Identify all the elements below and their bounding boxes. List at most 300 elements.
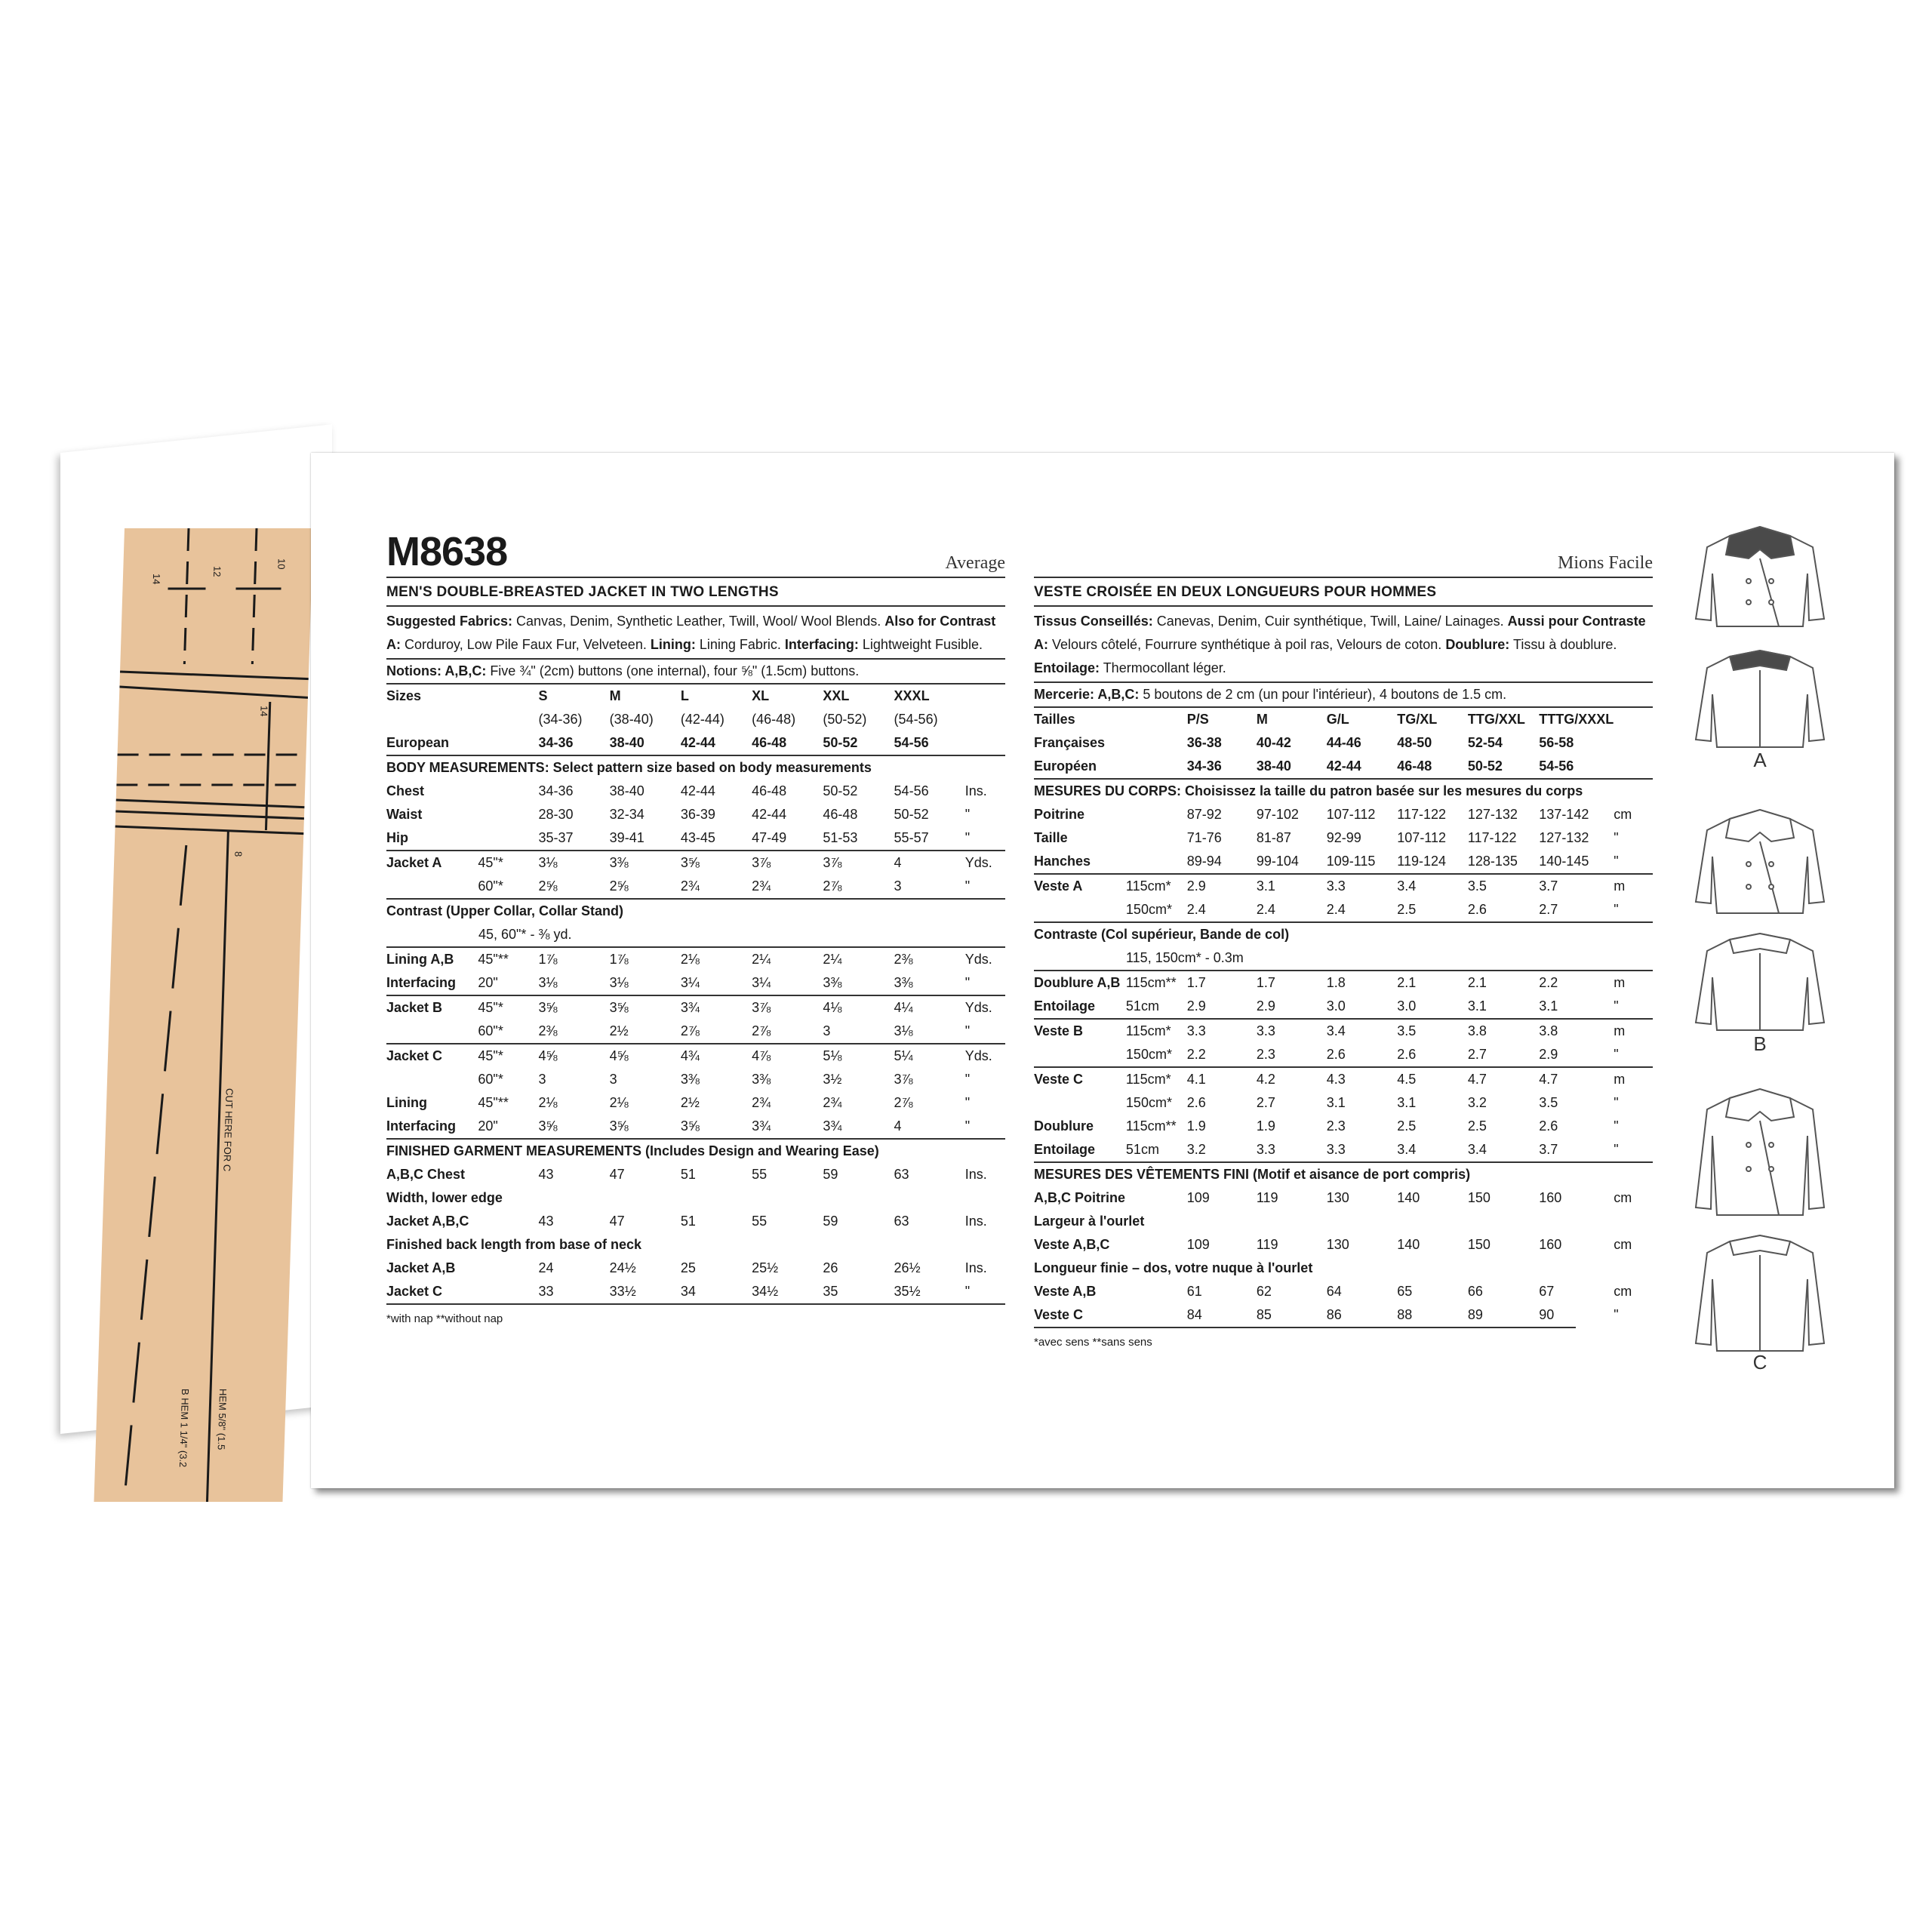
garment-title-fr: VESTE CROISÉE EN DEUX LONGUEURS POUR HOMMES (1034, 578, 1653, 607)
table-cell: 119 (1256, 1237, 1278, 1252)
table-cell: (38-40) (609, 712, 654, 727)
table-cell: 45"* (478, 1044, 538, 1068)
table-cell: A,B,C Poitrine (1034, 1190, 1126, 1205)
table-cell (1126, 755, 1187, 779)
table-cell: " (1614, 1118, 1619, 1134)
table-cell: 86 (1326, 1307, 1342, 1322)
table-cell: 26½ (894, 1260, 921, 1275)
table-cell (1034, 1043, 1126, 1067)
table-cell: 59 (823, 1214, 838, 1229)
table-cell: 3½ (823, 1072, 842, 1087)
table-cell: 127-132 (1467, 807, 1518, 822)
table-cell: m (1614, 971, 1653, 995)
table-cell: MESURES DU CORPS: Choisissez la taille du patron basée sur les mesures du corps (1034, 779, 1653, 803)
table-cell: 88 (1397, 1307, 1413, 1322)
table-cell: Jacket A (386, 851, 478, 875)
table-cell (1126, 1303, 1187, 1327)
table-cell: 45"** (478, 1095, 509, 1110)
table-cell: 109-115 (1326, 854, 1376, 869)
table-cell: Françaises (1034, 735, 1106, 750)
table-cell: 2.7 (1467, 1047, 1487, 1062)
table-row (386, 995, 1005, 1020)
table-cell: 35-37 (538, 830, 574, 845)
table-cell: 4 (894, 1118, 902, 1134)
table-cell: Contraste (Col supérieur, Bande de col) (1034, 922, 1653, 946)
table-cell: 107-112 (1397, 830, 1447, 845)
table-cell: Yds. (965, 995, 1005, 1020)
table-cell: 3¼ (680, 975, 700, 990)
table-cell: Veste C (1034, 1307, 1084, 1322)
tissue-label: 10 (275, 558, 288, 570)
table-cell: 3⅜ (894, 975, 913, 990)
table-cell: 3.1 (1467, 998, 1487, 1014)
table-cell: 45"* (478, 995, 538, 1020)
table-cell: 4 (894, 851, 965, 875)
table-cell: 54-56 (894, 783, 929, 798)
table-cell (478, 685, 538, 708)
table-cell: Width, lower edge (386, 1190, 503, 1205)
table-cell: 2⅞ (823, 878, 842, 894)
table-cell: 1.8 (1327, 971, 1398, 995)
table-cell: 3⅝ (609, 1118, 629, 1134)
fabrics-paragraph: Suggested Fabrics: Canvas, Denim, Synthetic Leather, Twill, Wool/ Wool Blends. Also for Contrast A: Corduroy, Low Pile Faux Fur, Velveteen. Lining: Lining Fabric. Interfacing: Lightweight Fusible. (386, 607, 1005, 660)
table-cell: 34½ (752, 1284, 779, 1299)
table-row (1034, 779, 1653, 803)
table-cell: cm (1614, 1237, 1632, 1252)
table-row (1034, 1162, 1653, 1186)
table-cell (386, 1020, 478, 1044)
table-row (386, 1091, 1005, 1115)
table-row (1034, 1019, 1653, 1043)
table-cell: 40-42 (1256, 735, 1291, 750)
french-header (1034, 534, 1653, 578)
table-row (1034, 1186, 1653, 1210)
notions-line-fr: Mercerie: A,B,C: 5 boutons de 2 cm (un pour l'intérieur), 4 boutons de 1.5 cm. (1034, 683, 1653, 708)
table-cell: 5⅛ (823, 1044, 894, 1068)
table-cell: 63 (894, 1167, 909, 1182)
table-cell: Jacket A,B,C (386, 1214, 469, 1229)
table-cell: Finished back length from base of neck (386, 1237, 642, 1252)
table-cell: 3.8 (1539, 1019, 1614, 1043)
french-column (1034, 534, 1653, 1349)
table-cell: 66 (1467, 1284, 1483, 1299)
table-cell: Interfacing (386, 1118, 457, 1134)
table-cell: Jacket B (386, 995, 478, 1020)
table-row (386, 1115, 1005, 1139)
tissue-label: 14 (150, 574, 163, 585)
table-cell: " (964, 1118, 971, 1134)
table-cell: Waist (386, 807, 423, 822)
table-cell (478, 826, 538, 851)
table-cell: 52-54 (1467, 735, 1503, 750)
table-cell: Sizes (386, 688, 422, 703)
table-cell: 92-99 (1326, 830, 1361, 845)
table-cell: 150 (1467, 1190, 1491, 1205)
table-cell: 51cm (1125, 998, 1159, 1014)
view-label: C (1752, 1351, 1767, 1374)
table-cell: 25 (680, 1260, 696, 1275)
table-cell: 1.9 (1186, 1118, 1206, 1134)
table-row (1034, 1280, 1653, 1303)
table-cell: 2½ (609, 1023, 629, 1038)
table-cell: 97-102 (1256, 807, 1299, 822)
table-cell: 2.3 (1256, 1047, 1275, 1062)
yardage-table-fr (1034, 708, 1653, 1327)
table-cell: 140 (1397, 1237, 1420, 1252)
table-cell: 3.4 (1397, 874, 1468, 898)
table-cell: 109 (1186, 1237, 1210, 1252)
table-cell: 150cm* (1125, 902, 1172, 917)
table-cell: 128-135 (1467, 854, 1518, 869)
table-cell: 150cm* (1125, 1047, 1172, 1062)
table-cell: 3.1 (1257, 874, 1327, 898)
table-cell: 81-87 (1256, 830, 1291, 845)
table-cell (1126, 1233, 1187, 1257)
table-cell: 1.7 (1257, 971, 1327, 995)
table-row (386, 755, 1005, 780)
table-cell (478, 1257, 538, 1280)
table-row (1034, 1067, 1653, 1091)
table-cell: 2¾ (752, 878, 771, 894)
skill-level: Average (945, 553, 1005, 573)
table-cell: 2.4 (1186, 902, 1206, 917)
table-cell: 2⅜ (538, 1023, 558, 1038)
table-cell: 43-45 (680, 830, 715, 845)
table-row (386, 1233, 1005, 1257)
table-cell: 3.5 (1539, 1095, 1558, 1110)
table-cell: Veste B (1034, 1019, 1126, 1043)
table-cell: m (1614, 874, 1653, 898)
table-row (1034, 1138, 1653, 1162)
table-cell: 20" (478, 975, 498, 990)
tissue-label: B HEM 1 1/4" (3.2 (177, 1389, 192, 1468)
table-cell (965, 685, 1005, 708)
table-cell: 3⅜ (610, 851, 681, 875)
table-cell: Entoilage (1034, 1142, 1096, 1157)
table-cell (1126, 1280, 1187, 1303)
table-cell: 2.3 (1326, 1118, 1346, 1134)
table-row (1034, 1257, 1653, 1280)
table-cell: 3⅝ (680, 1118, 700, 1134)
table-cell: 42-44 (680, 735, 715, 750)
table-row (1034, 995, 1653, 1019)
table-cell: 3⅞ (752, 851, 823, 875)
table-cell: 54-56 (894, 735, 929, 750)
table-cell: 65 (1397, 1284, 1413, 1299)
table-cell: Taille (1034, 830, 1068, 845)
table-cell: Yds. (965, 1044, 1005, 1068)
table-cell (478, 1163, 538, 1186)
jacket-front-icon (1673, 1075, 1847, 1219)
table-cell: Veste C (1034, 1067, 1126, 1091)
table-row (1034, 922, 1653, 946)
table-cell: 61 (1186, 1284, 1202, 1299)
table-cell: " (964, 1023, 971, 1038)
table-row (1034, 1091, 1653, 1115)
table-cell: 2.6 (1539, 1118, 1558, 1134)
table-cell: 4⅝ (610, 1044, 681, 1068)
table-cell: 117-122 (1397, 807, 1447, 822)
table-cell: 33 (538, 1284, 554, 1299)
table-row (1034, 898, 1653, 922)
tissue-label: HEM 5/8" (1.5 (215, 1389, 229, 1451)
tissue-markings (94, 528, 313, 1502)
table-cell: Poitrine (1034, 807, 1085, 822)
table-row (386, 1068, 1005, 1091)
table-cell: 3⅞ (894, 1072, 913, 1087)
table-cell: " (1614, 854, 1619, 869)
table-cell: 3¾ (823, 1118, 842, 1134)
english-column (386, 529, 1005, 1325)
table-cell: 35 (823, 1284, 838, 1299)
table-cell: 28-30 (538, 807, 574, 822)
table-cell: m (1614, 1019, 1653, 1043)
table-cell: 3.0 (1326, 998, 1346, 1014)
table-cell: 2⅛ (609, 1095, 629, 1110)
table-row (386, 947, 1005, 971)
table-cell: (50-52) (823, 712, 867, 727)
tissue-label: 14 (258, 706, 270, 717)
table-cell: 50-52 (1467, 758, 1503, 774)
table-cell: " (1614, 902, 1619, 917)
jacket-back-icon (1673, 634, 1847, 755)
table-cell: 59 (823, 1167, 838, 1182)
table-cell: cm (1614, 1284, 1632, 1299)
table-cell: 45, 60"* - ⅜ yd. (478, 927, 572, 942)
table-cell: " (1614, 830, 1619, 845)
table-cell: 60"* (478, 878, 503, 894)
table-cell: 42-44 (680, 783, 715, 798)
table-cell: 3.1 (1539, 998, 1558, 1014)
table-row (1034, 946, 1653, 971)
table-cell: Contrast (Upper Collar, Collar Stand) (386, 899, 1005, 923)
table-cell: 3 (609, 1072, 617, 1087)
table-cell: 2.5 (1397, 902, 1417, 917)
table-cell: Chest (386, 783, 425, 798)
table-cell: 160 (1539, 1190, 1562, 1205)
english-header (386, 529, 1005, 578)
table-cell: 3.8 (1468, 1019, 1539, 1043)
table-row (1034, 803, 1653, 826)
table-cell: 35½ (894, 1284, 921, 1299)
table-cell: 20" (478, 1118, 498, 1134)
table-row (1034, 755, 1653, 779)
table-cell: 33½ (609, 1284, 636, 1299)
table-cell: 63 (894, 1214, 909, 1229)
table-cell: Lining A,B (386, 947, 478, 971)
footnote-fr: *avec sens **sans sens (1034, 1327, 1576, 1349)
table-cell: FINISHED GARMENT MEASUREMENTS (Includes Design and Wearing Ease) (386, 1139, 1005, 1163)
table-cell: M (1256, 712, 1268, 727)
notions-line: Notions: A,B,C: Five ¾" (2cm) buttons (one internal), four ⅝" (1.5cm) buttons. (386, 660, 1005, 685)
table-cell: S (538, 688, 548, 703)
table-cell (1126, 708, 1187, 731)
table-cell: 38-40 (609, 735, 645, 750)
garment-title: MEN'S DOUBLE-BREASTED JACKET IN TWO LENGTHS (386, 578, 1005, 607)
table-row (1034, 1210, 1653, 1233)
table-cell: 46-48 (752, 735, 787, 750)
table-cell: cm (1614, 807, 1632, 822)
table-cell: 46-48 (823, 807, 858, 822)
table-cell: 3⅛ (538, 975, 558, 990)
table-row (386, 1139, 1005, 1163)
table-cell: 119-124 (1397, 854, 1447, 869)
table-cell: 34-36 (538, 783, 574, 798)
table-cell: Jacket C (386, 1044, 478, 1068)
table-cell: 4.7 (1468, 1067, 1539, 1091)
jacket-front-icon (1673, 513, 1847, 634)
table-cell: " (1614, 1142, 1619, 1157)
table-cell: 150 (1467, 1237, 1491, 1252)
table-cell: 39-41 (609, 830, 645, 845)
table-cell: 140-145 (1539, 854, 1589, 869)
table-cell (386, 875, 478, 899)
table-cell: (54-56) (894, 712, 938, 727)
table-cell: 4¾ (681, 1044, 752, 1068)
table-cell: 3⅛ (894, 1023, 913, 1038)
table-cell: 3.5 (1397, 1019, 1468, 1043)
table-cell: 85 (1256, 1307, 1272, 1322)
table-row (386, 1044, 1005, 1068)
table-cell: 43 (538, 1167, 554, 1182)
table-cell: 50-52 (823, 783, 858, 798)
table-cell: 2.9 (1186, 998, 1206, 1014)
table-cell: 107-112 (1326, 807, 1376, 822)
table-cell: 3⅝ (610, 995, 681, 1020)
table-cell (1034, 1091, 1126, 1115)
table-cell: " (964, 807, 971, 822)
table-cell (965, 708, 1005, 731)
jacket-front-icon (1673, 796, 1847, 917)
table-row (386, 780, 1005, 803)
table-cell: 137-142 (1539, 807, 1589, 822)
table-cell: 3.3 (1257, 1019, 1327, 1043)
table-cell (478, 731, 538, 755)
table-cell: 2.9 (1539, 1047, 1558, 1062)
pattern-instruction-sheet (311, 453, 1894, 1488)
table-cell: 3.2 (1467, 1095, 1487, 1110)
table-cell: M (609, 688, 621, 703)
table-cell (386, 1068, 478, 1091)
table-cell: 2⅞ (894, 1095, 913, 1110)
table-cell: Jacket A,B (386, 1260, 456, 1275)
table-cell: 3⅜ (823, 975, 842, 990)
table-cell: 38-40 (609, 783, 645, 798)
table-row (1034, 1303, 1653, 1327)
table-cell: 3⅛ (538, 851, 609, 875)
table-row (386, 923, 1005, 947)
table-cell: Doublure A,B (1034, 971, 1126, 995)
table-cell: 54-56 (1539, 758, 1574, 774)
fabrics-paragraph-fr: Tissus Conseillés: Canevas, Denim, Cuir synthétique, Twill, Laine/ Lainages. Aussi pour Contraste A: Velours côtelé, Fourrure synthétique à poil ras, Velours de coton. Doublure: Tissu à doublure. Entoilage: Thermocollant léger. (1034, 607, 1653, 683)
table-cell: 32-34 (609, 807, 645, 822)
table-cell: 34-36 (1186, 758, 1222, 774)
table-cell: 2.2 (1186, 1047, 1206, 1062)
table-cell (1614, 755, 1653, 779)
table-cell: 89-94 (1186, 854, 1222, 869)
table-cell: Largeur à l'ourlet (1034, 1214, 1145, 1229)
table-cell: XXL (823, 688, 850, 703)
table-cell: 90 (1539, 1307, 1555, 1322)
table-cell: 127-132 (1539, 830, 1589, 845)
table-cell: 2¼ (823, 947, 894, 971)
table-cell: 2.6 (1326, 1047, 1346, 1062)
table-cell: 45"** (478, 947, 538, 971)
table-cell: 36-39 (680, 807, 715, 822)
table-cell: 51 (680, 1167, 696, 1182)
table-cell: European (386, 735, 450, 750)
table-cell: Hip (386, 830, 408, 845)
table-cell: 43 (538, 1214, 554, 1229)
table-row (386, 1020, 1005, 1044)
table-cell: 3⅜ (680, 1072, 700, 1087)
table-cell: Lining (386, 1095, 427, 1110)
table-row (386, 875, 1005, 899)
table-cell (478, 803, 538, 826)
table-cell: 3.0 (1397, 998, 1417, 1014)
table-row (386, 1280, 1005, 1303)
table-row (386, 851, 1005, 875)
table-cell: 4.2 (1257, 1067, 1327, 1091)
tissue-label: 8 (232, 851, 245, 857)
yardage-table (386, 685, 1005, 1303)
table-cell: 3⅛ (609, 975, 629, 990)
jacket-back-icon (1673, 917, 1847, 1038)
table-cell: 38-40 (1256, 758, 1291, 774)
table-cell: 3.3 (1187, 1019, 1257, 1043)
table-cell: 2.1 (1468, 971, 1539, 995)
table-cell: 3¾ (681, 995, 752, 1020)
table-cell: " (1614, 998, 1619, 1014)
table-cell (1126, 803, 1187, 826)
table-cell: 130 (1326, 1190, 1349, 1205)
table-cell: 3.4 (1467, 1142, 1487, 1157)
table-cell: 3.7 (1539, 1142, 1558, 1157)
table-cell: 25½ (752, 1260, 779, 1275)
skill-level-fr: Mions Facile (1558, 553, 1653, 573)
table-cell: Doublure (1034, 1118, 1094, 1134)
table-cell (478, 1280, 538, 1303)
table-cell: 56-58 (1539, 735, 1574, 750)
table-cell: P/S (1186, 712, 1209, 727)
table-cell: 2½ (680, 1095, 700, 1110)
table-cell: 2.1 (1397, 971, 1468, 995)
table-cell: 45"* (478, 851, 538, 875)
table-cell: 5¼ (894, 1044, 965, 1068)
table-cell: 36-38 (1186, 735, 1222, 750)
table-row (1034, 826, 1653, 850)
table-cell: G/L (1326, 712, 1349, 727)
tissue-label: CUT HERE FOR C (221, 1088, 235, 1172)
table-row (386, 1163, 1005, 1186)
table-cell: 89 (1467, 1307, 1483, 1322)
table-cell: (42-44) (680, 712, 724, 727)
table-cell: 64 (1326, 1284, 1342, 1299)
table-cell: 2.4 (1326, 902, 1346, 917)
table-cell: 2¾ (752, 1095, 771, 1110)
table-cell: 2¾ (823, 1095, 842, 1110)
table-row (386, 685, 1005, 708)
table-cell: XXXL (894, 688, 930, 703)
table-cell: 2.5 (1467, 1118, 1487, 1134)
table-cell: 2⅛ (538, 1095, 558, 1110)
table-cell: 140 (1397, 1190, 1420, 1205)
table-cell: 3⅝ (538, 1118, 558, 1134)
table-cell: TG/XL (1397, 712, 1438, 727)
table-cell: Ins. (964, 1260, 987, 1275)
table-cell: 2.7 (1539, 902, 1558, 917)
table-row (386, 1186, 1005, 1210)
